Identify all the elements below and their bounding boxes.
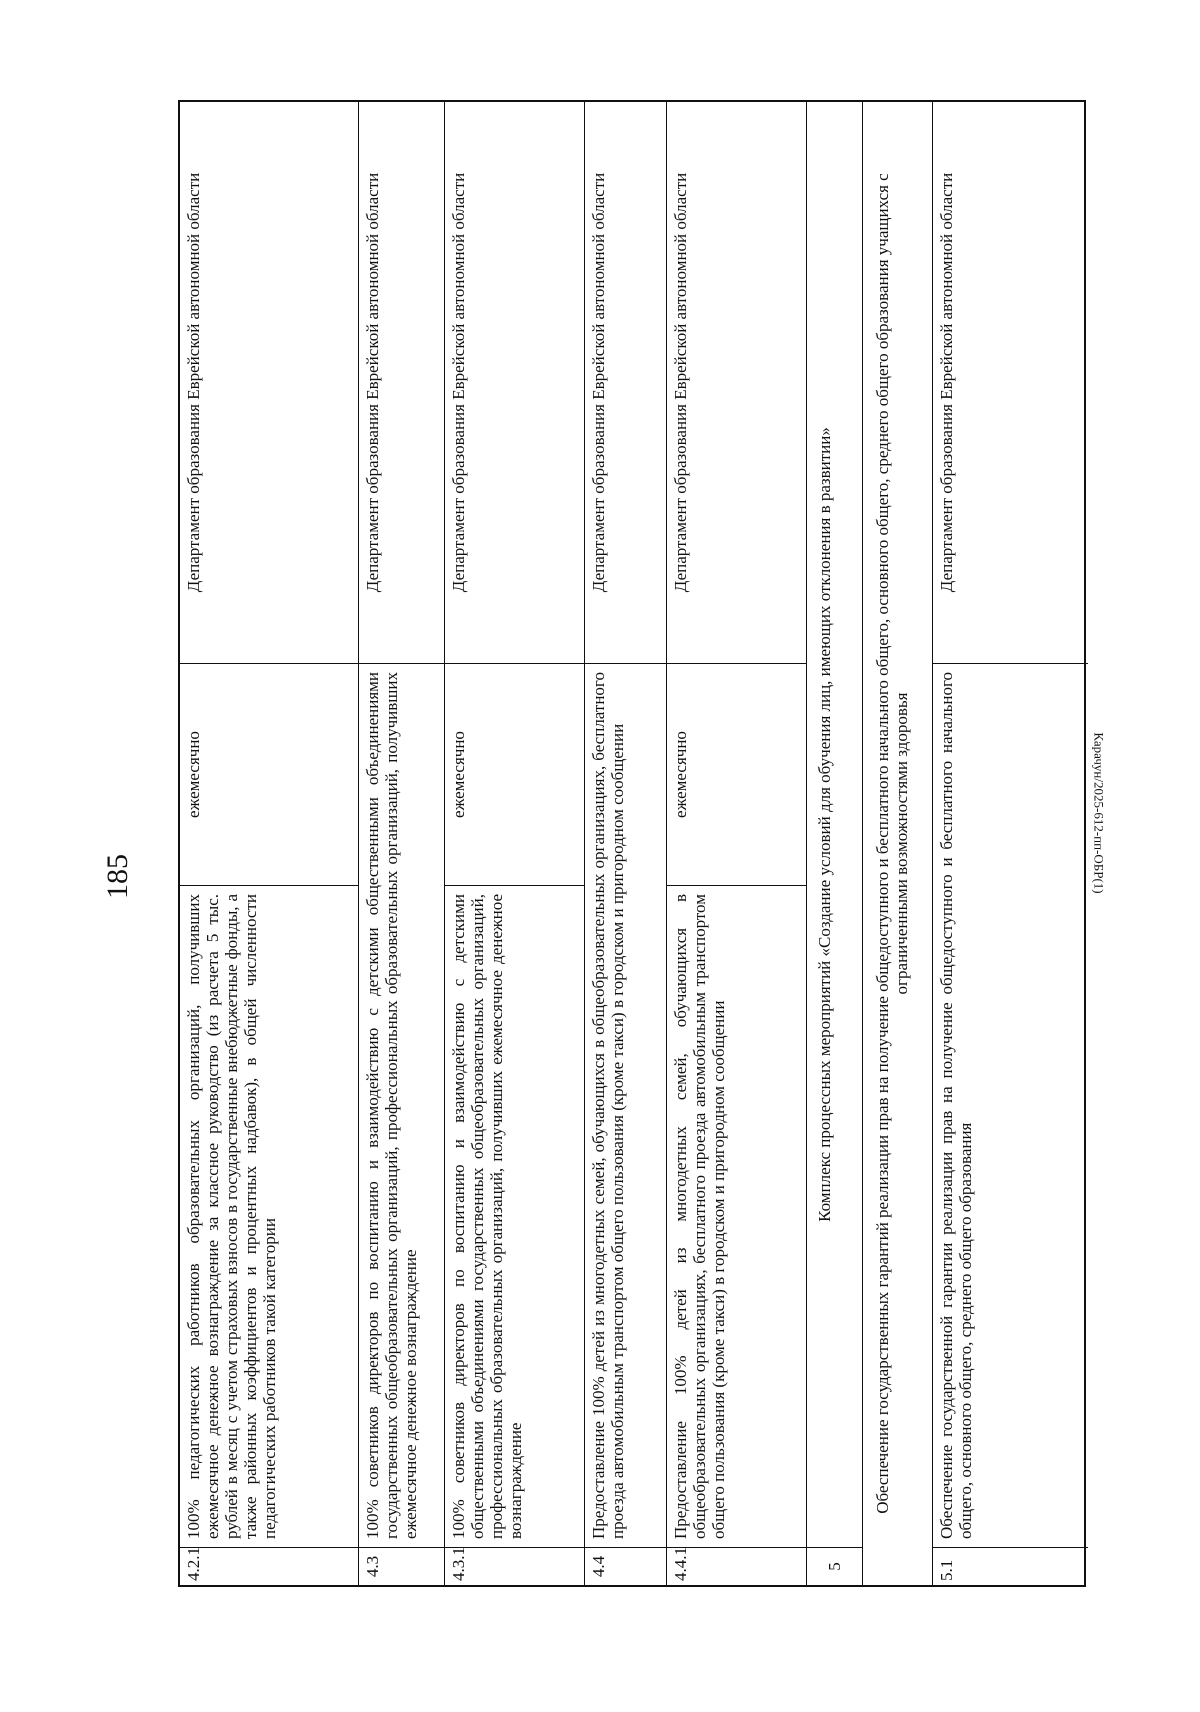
table-row	[932, 102, 1088, 1585]
row-number: 5.1	[933, 1547, 1088, 1585]
row-responsible: Департамент образования Еврейской автономной области	[449, 172, 468, 593]
row-period: ежемесячно	[667, 663, 806, 885]
table-row	[444, 102, 584, 1585]
row-responsible: Департамент образования Еврейской автономной области	[589, 172, 608, 593]
row-responsible: Департамент образования Еврейской автономной области	[671, 172, 690, 593]
row-number: 4.3	[359, 1547, 444, 1585]
document-code	[1089, 732, 1109, 894]
row-responsible: Департамент образования Еврейской автономной области	[184, 172, 203, 593]
row-description: Обеспечение государственной гарантии реализации прав на получение общедоступного и бесплатного начального общего, основного общего, среднего общего образования	[933, 663, 1088, 1547]
table-row	[180, 102, 358, 1585]
row-responsible: Департамент образования Еврейской автономной области	[937, 172, 956, 593]
table-row	[862, 102, 932, 1585]
table-row	[666, 102, 806, 1585]
row-number: 4.3.1	[445, 1547, 584, 1585]
page-number: 185	[101, 854, 134, 899]
table-row	[806, 102, 862, 1585]
row-description: Предоставление 100% детей из многодетных семей, обучающихся в общеобразовательных организациях, бесплатного проезда автомобильным транспортом общего пользования (кроме такси) в городском и пригородном сообщении	[667, 885, 806, 1547]
row-number: 4.2.1	[180, 1547, 358, 1585]
row-period: ежемесячно	[180, 663, 358, 885]
row-description: 100% советников директоров по воспитанию и взаимодействию с детскими общественными объединениями государственных общеобразовательных организаций, профессиональных образовательных организаций, получивших ежемесячное денежное вознаграждение	[359, 663, 444, 1547]
table-wrapper	[178, 100, 1086, 1587]
row-period: ежемесячно	[445, 663, 584, 885]
measures-table	[178, 100, 1086, 1587]
document-code-text: Карачун/2025-612-пп-ОБР(1)	[1092, 732, 1107, 894]
table-row	[358, 102, 444, 1585]
row-number: 5	[807, 1547, 862, 1585]
row-description: 100% педагогических работников образовательных организаций, получивших ежемесячное денежное вознаграждение за классное руководство (из расчета 5 тыс. рублей в месяц с учетом страховых взносов в государственные внебюджетные фонды, а также районных коэффициентов и процентных надбавок), в общей численности педагогических работников такой категории	[180, 885, 358, 1547]
row-responsible: Департамент образования Еврейской автономной области	[363, 172, 382, 593]
table-row	[584, 102, 666, 1585]
row-section-title: Комплекс процессных мероприятий «Создание условий для обучения лиц, имеющих отклонения в развитии»	[815, 427, 834, 1222]
row-description: 100% советников директоров по воспитанию и взаимодействию с детскими общественными объединениями государственных общеобразовательных организаций, профессиональных образовательных организаций, получивших ежемесячное денежное вознаграждение	[445, 885, 584, 1547]
row-number: 4.4.1	[667, 1547, 806, 1585]
row-subsection-title: Обеспечение государственных гарантий реализации прав на получение общедоступного и бесплатного начального общего, основного общего, среднего общего образования учащихся с ограниченными возможностями здоровья	[873, 173, 911, 1514]
row-number: 4.4	[585, 1547, 666, 1585]
row-description: Предоставление 100% детей из многодетных семей, обучающихся в общеобразовательных организациях, бесплатного проезда автомобильным транспортом общего пользования (кроме такси) в городском и пригородном сообщении	[585, 663, 666, 1547]
